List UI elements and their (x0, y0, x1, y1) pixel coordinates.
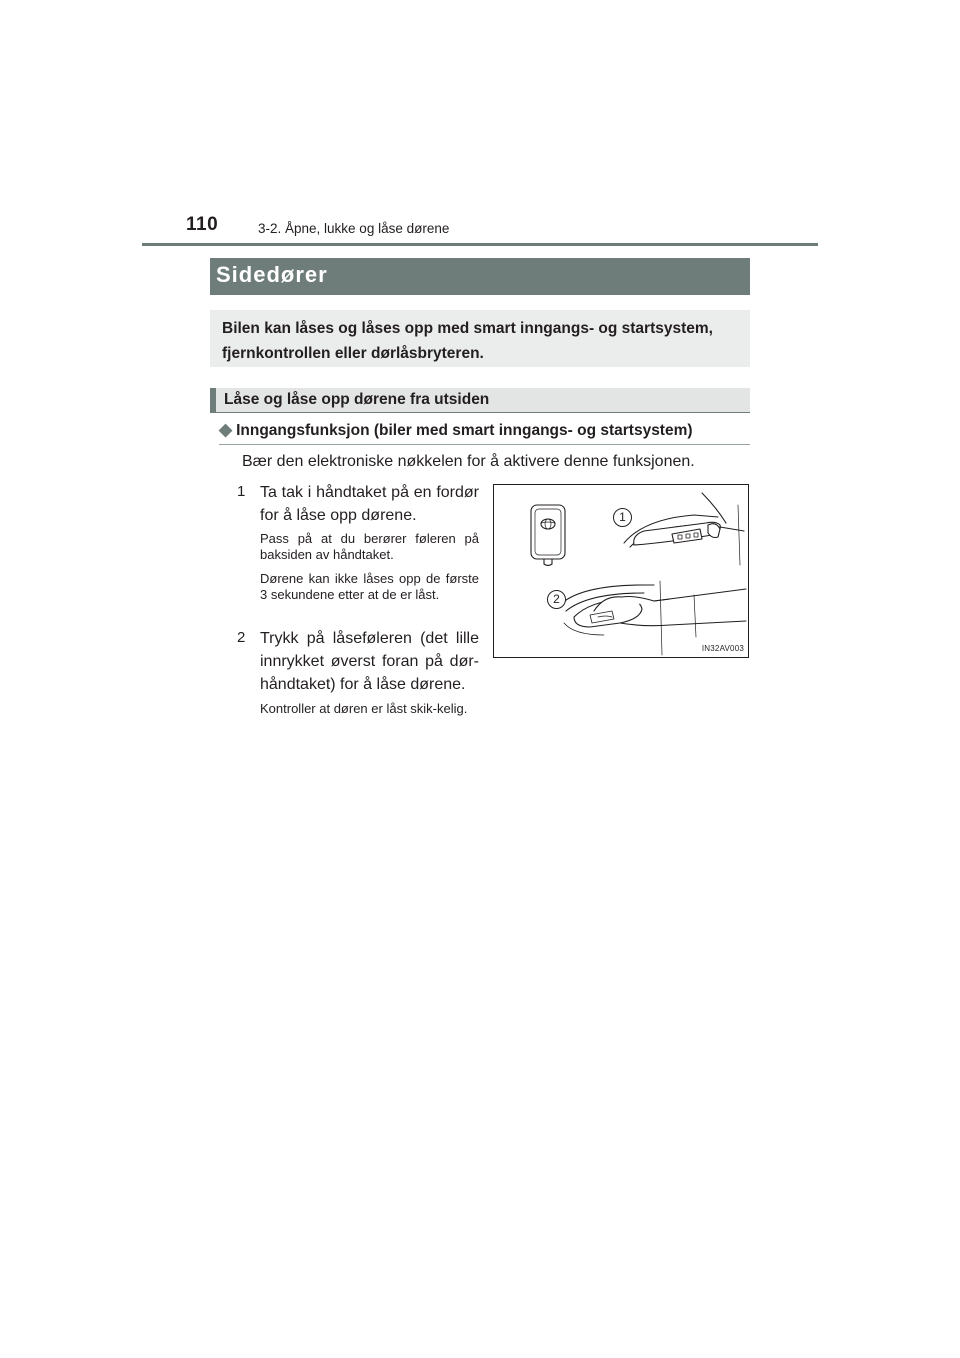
page-title: Sidedører (216, 262, 328, 287)
intro-box (210, 310, 750, 367)
title-band (210, 258, 750, 295)
step-2-note-1: Kontroller at døren er låst skik-kelig. (260, 701, 468, 716)
step-1-note-2: Dørene kan ikke låses opp de første 3 sekundene etter at de er låst. (260, 571, 479, 602)
callout-1: 1 (613, 508, 632, 527)
step-2-text: Trykk på låseføleren (det lille innrykket øverst foran på dør-håndtaket) for å låse dørene. (260, 630, 479, 693)
lead-text: Bær den elektroniske nøkkelen for å aktivere denne funksjonen. (242, 453, 695, 470)
header-rule (142, 243, 818, 246)
feature-heading (219, 420, 693, 440)
step-1-text: Ta tak i håndtaket på en fordør for å låse opp dørene. (260, 484, 479, 524)
step-1-number: 1 (237, 483, 246, 500)
smart-key-icon (531, 505, 565, 559)
callout-2: 2 (547, 590, 566, 609)
subheading-band (210, 388, 750, 413)
diamond-icon: ◆ (219, 420, 233, 439)
feature-heading-text: Inngangsfunksjon (biler med smart inngangs- og startsystem) (236, 422, 693, 439)
step-2-number: 2 (237, 629, 246, 646)
feature-heading-rule (219, 444, 750, 445)
page-number: 110 (186, 214, 219, 235)
section-reference: 3-2. Åpne, lukke og låse dørene (258, 221, 450, 236)
subheading-text: Låse og låse opp dørene fra utsiden (224, 391, 490, 408)
subheading-bar (210, 388, 216, 412)
door-handle-illustration (493, 484, 749, 658)
figure-code: IN32AV003 (701, 644, 744, 653)
intro-text: Bilen kan låses og låses opp med smart inngangs- og startsystem, fjernkontrollen eller dørlåsbryteren. (222, 320, 713, 362)
step-1-note-1: Pass på at du berører føleren på baksiden av håndtaket. (260, 531, 479, 562)
